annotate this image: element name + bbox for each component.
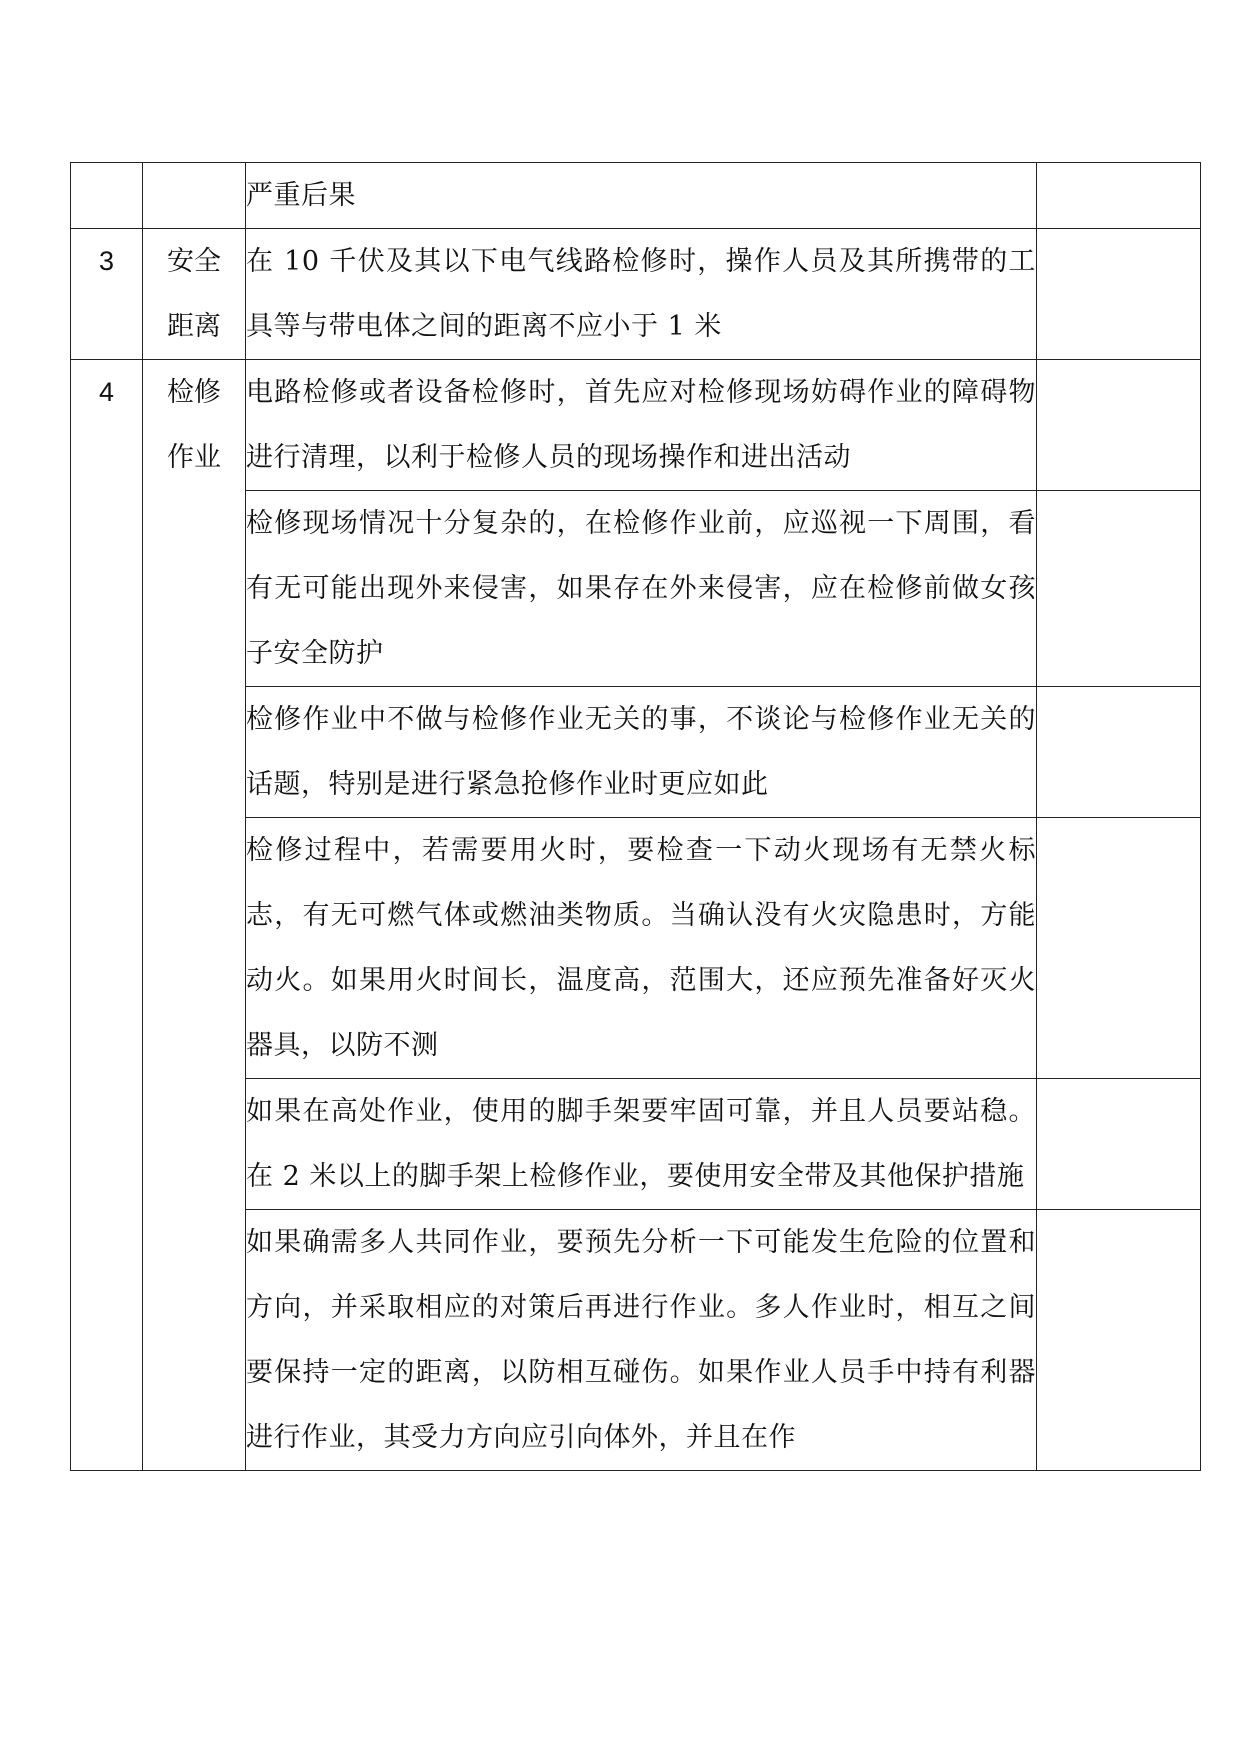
table-row-continuation: [71, 163, 1201, 229]
row-number-cell: 4: [71, 360, 143, 1471]
remark-cell: [1037, 1079, 1201, 1210]
remark-cell: [1037, 687, 1201, 818]
item-label: 检修作业: [167, 377, 221, 473]
row-number-cell: [71, 163, 143, 229]
safety-table: [70, 162, 1201, 1471]
content-cell: 严重后果: [246, 163, 1037, 229]
table-row-3: [71, 229, 1201, 360]
content-cell: 如果在高处作业，使用的脚手架要牢固可靠，并且人员要站稳。在 2 米以上的脚手架上检修作业，要使用安全带及其他保护措施: [246, 1079, 1037, 1210]
remark-cell: [1037, 229, 1201, 360]
content-cell: 电路检修或者设备检修时，首先应对检修现场妨碍作业的障碍物进行清理，以利于检修人员的现场操作和进出活动: [246, 360, 1037, 491]
item-cell: [143, 163, 246, 229]
content-cell: 检修作业中不做与检修作业无关的事，不谈论与检修作业无关的话题，特别是进行紧急抢修作业时更应如此: [246, 687, 1037, 818]
content-cell: 在 10 千伏及其以下电气线路检修时，操作人员及其所携带的工具等与带电体之间的距离不应小于 1 米: [246, 229, 1037, 360]
content-cell: 检修过程中，若需要用火时，要检查一下动火现场有无禁火标志，有无可燃气体或燃油类物质。当确认没有火灾隐患时，方能动火。如果用火时间长，温度高，范围大，还应预先准备好灭火器具，以防不测: [246, 818, 1037, 1079]
item-cell: [143, 229, 246, 360]
remark-cell: [1037, 818, 1201, 1079]
remark-cell: [1037, 163, 1201, 229]
content-cell: 如果确需多人共同作业，要预先分析一下可能发生危险的位置和方向，并采取相应的对策后再进行作业。多人作业时，相互之间要保持一定的距离，以防相互碰伤。如果作业人员手中持有利器进行作业，其受力方向应引向体外，并且在作: [246, 1210, 1037, 1471]
table-row-4: [71, 360, 1201, 491]
remark-cell: [1037, 491, 1201, 687]
item-label: 安全距离: [167, 246, 221, 342]
remark-cell: [1037, 360, 1201, 491]
remark-cell: [1037, 1210, 1201, 1471]
content-cell: 检修现场情况十分复杂的，在检修作业前，应巡视一下周围，看有无可能出现外来侵害，如果存在外来侵害，应在检修前做女孩子安全防护: [246, 491, 1037, 687]
row-number-cell: 3: [71, 229, 143, 360]
item-cell: [143, 360, 246, 1471]
